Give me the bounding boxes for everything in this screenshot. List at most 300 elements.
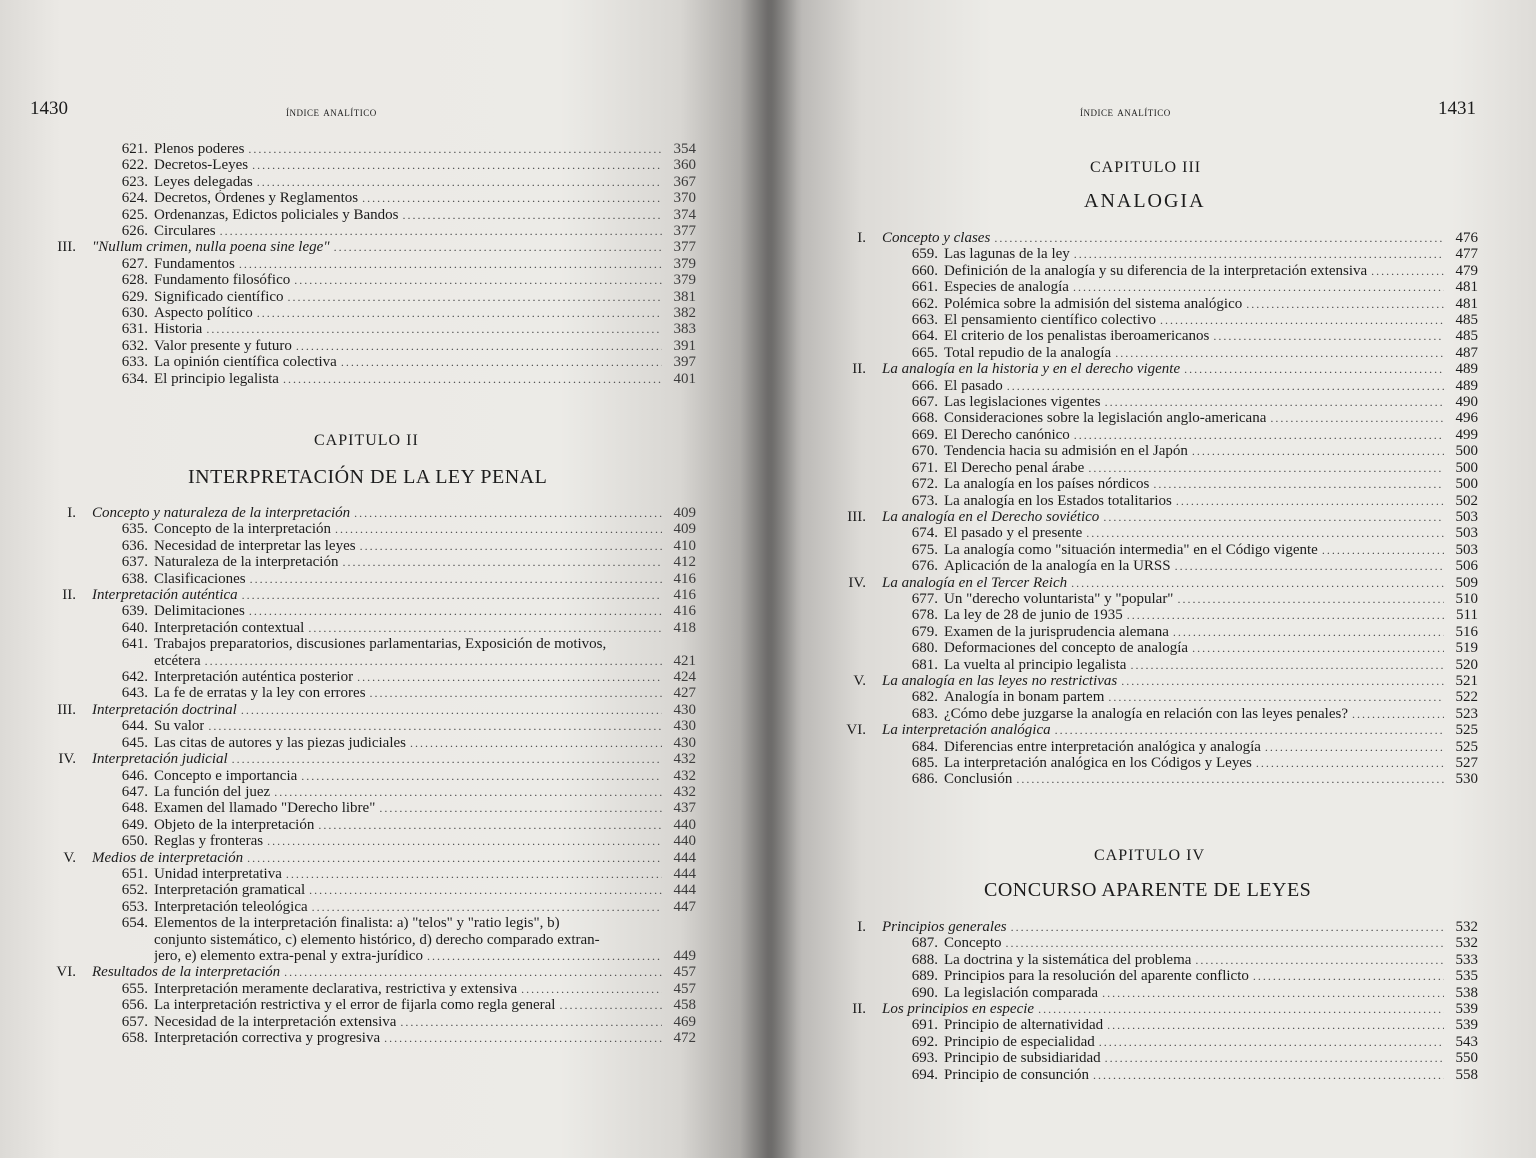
section-title: Concepto y naturaleza de la interpretación: [92, 505, 351, 521]
entry-number: 659.: [911, 246, 938, 263]
entry-title: La legislación comparada: [944, 984, 1099, 1001]
section-numeral: IV.: [848, 574, 866, 591]
page-number: 1431: [1438, 98, 1476, 119]
dot-leader: [1213, 328, 1444, 344]
entry-title: Leyes delegadas: [154, 173, 253, 190]
entry-page-number: 444: [673, 882, 696, 899]
entry-number: 667.: [911, 394, 938, 411]
dot-leader: [1038, 1001, 1444, 1017]
dot-leader: [1173, 624, 1444, 640]
entry-number: 638.: [121, 570, 148, 587]
entry-title: Interpretación correctiva y progresiva: [154, 1030, 381, 1046]
toc-section-row: [48, 239, 696, 255]
entry-page-number: 527: [1455, 755, 1478, 771]
entry-page-number: 458: [673, 997, 696, 1014]
section-title: La analogía en las leyes no restrictivas: [882, 672, 1118, 689]
toc-entry-row: [838, 935, 1478, 951]
entry-title: Unidad interpretativa: [154, 865, 282, 882]
toc-entry-row: [48, 207, 696, 223]
toc-entry-row: [48, 833, 696, 849]
dot-leader: [1175, 558, 1444, 574]
entry-title: La interpretación analógica en los Códigos y Leyes: [944, 755, 1252, 771]
entry-page-number: 538: [1455, 984, 1478, 1001]
entry-title: Consideraciones sobre la legislación anglo-americana: [944, 410, 1267, 427]
section-title: Interpretación auténtica: [92, 587, 238, 604]
dot-leader: [1270, 410, 1444, 426]
entry-page-number: 397: [673, 354, 696, 371]
dot-leader: [312, 899, 662, 915]
entry-number: 660.: [911, 262, 938, 279]
toc-entry-row: [838, 1017, 1478, 1033]
entry-number: 676.: [911, 558, 938, 575]
toc-section-row: [48, 505, 696, 521]
entry-number: 644.: [121, 718, 148, 735]
entry-number: 675.: [911, 541, 938, 558]
entry-number: 640.: [121, 619, 148, 636]
entry-title: Principio de especialidad: [944, 1033, 1095, 1050]
entry-number: 635.: [121, 521, 148, 538]
entry-title: Reglas y fronteras: [154, 833, 264, 850]
entry-title: Concepto de la interpretación: [154, 521, 332, 538]
toc-entry-row: [838, 1067, 1478, 1083]
entry-title: El pasado y el presente: [944, 525, 1083, 542]
entry-number: 670.: [911, 443, 938, 460]
toc-entry-row: [838, 443, 1478, 459]
dot-leader: [274, 784, 662, 800]
entry-page-number: 367: [673, 173, 696, 190]
entry-page-number: 481: [1455, 279, 1478, 296]
entry-page-number: 409: [673, 521, 696, 538]
entry-number: 627.: [121, 255, 148, 272]
dot-leader: [1011, 919, 1444, 935]
entry-title: Especies de analogía: [944, 279, 1069, 296]
entry-number: 631.: [121, 321, 148, 338]
entry-page-number: 502: [1455, 492, 1478, 509]
toc-entry-row: [838, 689, 1478, 705]
dot-leader: [242, 587, 662, 603]
entry-title: Fundamentos: [154, 255, 235, 272]
entry-number: 684.: [911, 738, 938, 755]
toc-entry-row: [48, 653, 696, 669]
toc-entry-row: [838, 558, 1478, 574]
dot-leader: [334, 239, 662, 255]
section-title: La analogía en el Tercer Reich: [882, 574, 1068, 591]
entry-title: El Derecho penal árabe: [944, 459, 1085, 476]
toc-entry-row: [48, 817, 696, 833]
dot-leader: [1256, 755, 1444, 771]
entry-number: 663.: [911, 312, 938, 329]
entry-page-number: 532: [1455, 919, 1478, 935]
entry-number: 686.: [911, 771, 938, 788]
entry-number: 646.: [121, 767, 148, 784]
entry-number: 671.: [911, 459, 938, 476]
entry-number: 630.: [121, 305, 148, 322]
dot-leader: [341, 354, 662, 370]
entry-page-number: 440: [673, 833, 696, 850]
dot-leader: [1074, 246, 1444, 262]
dot-leader: [1265, 739, 1444, 755]
entry-page-number: 522: [1455, 689, 1478, 706]
entry-number: 623.: [121, 173, 148, 190]
toc-entry-row: [838, 755, 1478, 771]
toc-entry-row: [838, 460, 1478, 476]
dot-leader: [354, 505, 662, 521]
entry-page-number: 444: [673, 849, 696, 866]
entry-number: 693.: [911, 1050, 938, 1067]
entry-page-number: 499: [1455, 426, 1478, 443]
entry-page-number: 432: [673, 783, 696, 800]
entry-title: La interpretación restrictiva y el error de fijarla como regla general: [154, 997, 556, 1014]
toc-section-row: [48, 751, 696, 767]
dot-leader: [232, 751, 662, 767]
entry-title: Significado científico: [154, 288, 284, 305]
entry-number: 639.: [121, 603, 148, 620]
entry-page-number: 374: [673, 206, 696, 223]
dot-leader: [379, 800, 662, 816]
entry-page-number: 410: [673, 537, 696, 554]
toc-section-row: [838, 673, 1478, 689]
toc-list: [48, 141, 696, 387]
entry-title: Interpretación teleológica: [154, 898, 308, 915]
entry-page-number: 489: [1455, 377, 1478, 394]
entry-number: 629.: [121, 288, 148, 305]
section-title: Principios generales: [882, 919, 1007, 935]
toc-list: [838, 919, 1478, 1083]
toc-entry-row: [838, 607, 1478, 623]
entry-title: Aspecto político: [154, 305, 253, 322]
entry-page-number: 509: [1455, 574, 1478, 591]
section-numeral: IV.: [58, 751, 76, 768]
dot-leader: [1322, 542, 1444, 558]
entry-page-number: 416: [673, 587, 696, 604]
entry-page-number: 535: [1455, 968, 1478, 985]
entry-number: 658.: [121, 1030, 148, 1046]
entry-title: Fundamento filosófico: [154, 272, 291, 289]
entry-title: Objeto de la interpretación: [154, 816, 315, 833]
section-numeral: VI.: [56, 964, 76, 981]
running-head: índice analítico: [286, 104, 377, 119]
entry-number: 624.: [121, 190, 148, 207]
entry-title: La analogía en los Estados totalitarios: [944, 492, 1172, 509]
chapter-title: INTERPRETACIÓN DE LA LEY PENAL: [188, 466, 548, 488]
dot-leader: [1102, 985, 1444, 1001]
toc-list: [838, 230, 1478, 788]
dot-leader: [206, 321, 662, 337]
dot-leader: [1195, 952, 1444, 968]
entry-title: La analogía en los países nórdicos: [944, 476, 1150, 493]
entry-title: El pasado: [944, 377, 1003, 394]
toc-entry-row: [48, 620, 696, 636]
toc-entry-row: [838, 771, 1478, 787]
dot-leader: [294, 272, 662, 288]
dot-leader: [247, 850, 662, 866]
entry-page-number: 487: [1455, 344, 1478, 361]
entry-title: Necesidad de interpretar las leyes: [154, 537, 356, 554]
entry-page-number: 424: [673, 669, 696, 686]
entry-title: La vuelta al principio legalista: [944, 656, 1127, 673]
entry-page-number: 430: [673, 718, 696, 735]
entry-number: 633.: [121, 354, 148, 371]
entry-page-number: 409: [673, 505, 696, 521]
entry-number: 657.: [121, 1013, 148, 1030]
entry-title: La función del juez: [154, 783, 271, 800]
toc-entry-row: [48, 636, 696, 652]
dot-leader: [1105, 1050, 1444, 1066]
section-title: "Nullum crimen, nulla poena sine lege": [92, 239, 330, 256]
entry-title: Examen de la jurisprudencia alemana: [944, 623, 1169, 640]
toc-entry-row: [838, 410, 1478, 426]
entry-title: Clasificaciones: [154, 570, 246, 587]
dot-leader: [360, 538, 662, 554]
entry-number: 669.: [911, 426, 938, 443]
entry-page-number: 430: [673, 701, 696, 718]
entry-title: Interpretación meramente declarativa, restrictiva y extensiva: [154, 980, 518, 997]
entry-title: Ordenanzas, Edictos policiales y Bandos: [154, 206, 399, 223]
entry-number: 632.: [121, 337, 148, 354]
entry-page-number: 539: [1455, 1001, 1478, 1018]
dot-leader: [301, 768, 662, 784]
page-number: 1430: [30, 98, 68, 119]
dot-leader: [1192, 640, 1444, 656]
entry-number: 651.: [121, 865, 148, 882]
entry-title: jero, e) elemento extra-penal y extra-jurídico: [154, 947, 424, 964]
entry-number: 690.: [911, 984, 938, 1001]
section-title: Resultados de la interpretación: [92, 964, 281, 981]
entry-number: 647.: [121, 783, 148, 800]
dot-leader: [1192, 443, 1444, 459]
entry-page-number: 381: [673, 288, 696, 305]
entry-title: El Derecho canónico: [944, 426, 1070, 443]
dot-leader: [1115, 345, 1444, 361]
toc-entry-row: [48, 1014, 696, 1030]
dot-leader: [1352, 706, 1444, 722]
entry-number: 685.: [911, 755, 938, 771]
dot-leader: [1153, 476, 1444, 492]
entry-page-number: 506: [1455, 558, 1478, 575]
entry-page-number: 543: [1455, 1033, 1478, 1050]
entry-page-number: 477: [1455, 246, 1478, 263]
entry-number: 636.: [121, 537, 148, 554]
entry-title: Naturaleza de la interpretación: [154, 554, 339, 571]
entry-number: 665.: [911, 344, 938, 361]
entry-title: Diferencias entre interpretación analógica y analogía: [944, 738, 1261, 755]
entry-title: La fe de erratas y la ley con errores: [154, 685, 366, 702]
entry-title: Conclusión: [944, 771, 1013, 788]
entry-title: El pensamiento científico colectivo: [944, 312, 1157, 329]
dot-leader: [1253, 968, 1444, 984]
toc-entry-row: [48, 354, 696, 370]
entry-title: Las legislaciones vigentes: [944, 394, 1101, 411]
entry-page-number: 449: [673, 947, 696, 964]
dot-leader: [410, 735, 662, 751]
dot-leader: [252, 157, 662, 173]
entry-number: 628.: [121, 272, 148, 289]
dot-leader: [1371, 263, 1444, 279]
section-numeral: III.: [57, 239, 76, 256]
entry-number: 691.: [911, 1017, 938, 1034]
toc-section-row: [838, 1001, 1478, 1017]
toc-entry-row: [48, 866, 696, 882]
entry-number: 654.: [121, 915, 148, 932]
toc-entry-row: [48, 768, 696, 784]
entry-title: Tendencia hacia su admisión en el Japón: [944, 443, 1188, 460]
dot-leader: [1099, 1034, 1444, 1050]
entry-title: ¿Cómo debe juzgarse la analogía en relación con las leyes penales?: [944, 705, 1348, 722]
toc-entry-row: [838, 952, 1478, 968]
entry-title: La ley de 28 de junio de 1935: [944, 607, 1123, 624]
entry-title: Concepto e importancia: [154, 767, 298, 784]
dot-leader: [1088, 460, 1444, 476]
chapter-title: CONCURSO APARENTE DE LEYES: [984, 879, 1312, 901]
entry-number: 678.: [911, 607, 938, 624]
toc-entry-row: [48, 981, 696, 997]
dot-leader: [296, 338, 662, 354]
entry-title: Las citas de autores y las piezas judiciales: [154, 734, 406, 751]
entry-title: Principio de consunción: [944, 1066, 1089, 1083]
dot-leader: [1107, 1017, 1444, 1033]
entry-title: Polémica sobre la admisión del sistema analógico: [944, 295, 1243, 312]
section-numeral: II.: [852, 361, 866, 378]
entry-page-number: 500: [1455, 459, 1478, 476]
toc-entry-row: [48, 256, 696, 272]
entry-page-number: 485: [1455, 328, 1478, 345]
entry-number: 679.: [911, 623, 938, 640]
entry-number: 680.: [911, 640, 938, 657]
entry-title: Principio de subsidiaridad: [944, 1050, 1101, 1067]
entry-title: Historia: [154, 321, 203, 338]
entry-title: Necesidad de la interpretación extensiva: [154, 1013, 397, 1030]
entry-title: Un "derecho voluntarista" y "popular": [944, 590, 1174, 607]
entry-number: 648.: [121, 800, 148, 817]
entry-page-number: 391: [673, 337, 696, 354]
dot-leader: [1007, 378, 1444, 394]
entry-page-number: 432: [673, 767, 696, 784]
entry-page-number: 520: [1455, 656, 1478, 673]
toc-entry-row: [838, 1050, 1478, 1066]
toc-entry-row: [48, 371, 696, 387]
dot-leader: [1105, 394, 1444, 410]
toc-entry-row: [838, 968, 1478, 984]
entry-title: Analogía in bonam partem: [944, 689, 1105, 706]
entry-number: 674.: [911, 525, 938, 542]
entry-title: Decretos-Leyes: [154, 157, 249, 174]
section-numeral: I.: [857, 230, 866, 246]
toc-entry-row: [838, 657, 1478, 673]
toc-entry-row: [838, 640, 1478, 656]
section-title: Concepto y clases: [882, 230, 991, 246]
entry-number: 677.: [911, 590, 938, 607]
entry-title: La analogía como "situación intermedia" en el Código vigente: [944, 541, 1318, 558]
entry-page-number: 447: [673, 898, 696, 915]
entry-page-number: 485: [1455, 312, 1478, 329]
dot-leader: [1127, 607, 1444, 623]
entry-page-number: 360: [673, 157, 696, 174]
entry-page-number: 476: [1455, 230, 1478, 246]
section-title: La interpretación analógica: [882, 722, 1051, 739]
toc-section-row: [48, 964, 696, 980]
toc-entry-row: [838, 279, 1478, 295]
entry-number: 645.: [121, 734, 148, 751]
dot-leader: [357, 669, 662, 685]
dot-leader: [248, 141, 662, 157]
toc-section-row: [48, 850, 696, 866]
toc-entry-row: [48, 521, 696, 537]
chapter-label: CAPITULO IV: [1094, 847, 1205, 864]
dot-leader: [257, 305, 662, 321]
entry-title: El principio legalista: [154, 370, 279, 387]
toc-section-row: [48, 587, 696, 603]
toc-entry-row: [48, 735, 696, 751]
entry-number: 694.: [911, 1066, 938, 1083]
entry-page-number: 379: [673, 272, 696, 289]
toc-entry-row: [48, 800, 696, 816]
toc-section-row: [838, 230, 1478, 246]
entry-number: 661.: [911, 279, 938, 296]
dot-leader: [335, 521, 662, 537]
section-numeral: II.: [62, 587, 76, 604]
toc-entry-row: [838, 427, 1478, 443]
section-numeral: I.: [857, 919, 866, 935]
dot-leader: [427, 948, 662, 964]
entry-page-number: 469: [673, 1013, 696, 1030]
toc-entry-row: [48, 338, 696, 354]
section-title: Interpretación judicial: [92, 751, 228, 768]
entry-page-number: 511: [1456, 607, 1478, 624]
dot-leader: [1006, 935, 1445, 951]
dot-leader: [239, 256, 662, 272]
toc-entry-row: [48, 272, 696, 288]
section-title: Medios de interpretación: [92, 849, 244, 866]
entry-title: Las lagunas de la ley: [944, 246, 1070, 263]
entry-number: 682.: [911, 689, 938, 706]
dot-leader: [994, 230, 1444, 246]
toc-entry-row: [48, 899, 696, 915]
dot-leader: [205, 653, 662, 669]
chapter-label: CAPITULO III: [1090, 159, 1202, 176]
entry-number: 681.: [911, 656, 938, 673]
entry-number: 683.: [911, 705, 938, 722]
entry-page-number: 457: [673, 980, 696, 997]
entry-number: 641.: [121, 636, 148, 653]
entry-title: La doctrina y la sistemática del problema: [944, 951, 1192, 968]
entry-page-number: 503: [1455, 508, 1478, 525]
section-numeral: II.: [852, 1001, 866, 1018]
section-numeral: V.: [853, 672, 866, 689]
entry-number: 649.: [121, 816, 148, 833]
entry-page-number: 383: [673, 321, 696, 338]
entry-page-number: 377: [673, 239, 696, 256]
entry-title: Interpretación contextual: [154, 619, 305, 636]
toc-entry-row: [48, 915, 696, 931]
dot-leader: [400, 1014, 662, 1030]
entry-page-number: 530: [1455, 771, 1478, 788]
entry-page-number: 496: [1455, 410, 1478, 427]
entry-number: 643.: [121, 685, 148, 702]
entry-number: 653.: [121, 898, 148, 915]
entry-page-number: 533: [1455, 951, 1478, 968]
entry-page-number: 432: [673, 751, 696, 768]
dot-leader: [1130, 657, 1444, 673]
dot-leader: [1086, 525, 1444, 541]
dot-leader: [1108, 689, 1444, 705]
entry-title: Interpretación auténtica posterior: [154, 669, 354, 686]
toc-entry-row: [48, 1030, 696, 1046]
dot-leader: [1093, 1067, 1444, 1083]
entry-page-number: 521: [1455, 672, 1478, 689]
toc-entry-row: [48, 141, 696, 157]
dot-leader: [1055, 722, 1444, 738]
entry-page-number: 377: [673, 223, 696, 240]
